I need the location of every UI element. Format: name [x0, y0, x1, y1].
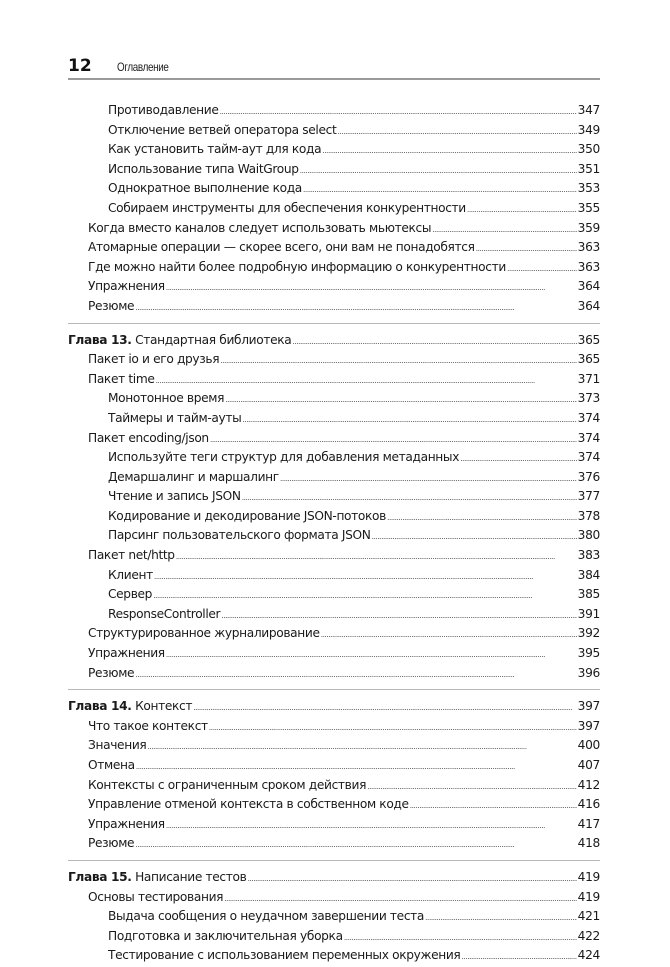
- dot-leader: [135, 835, 576, 855]
- dot-leader: [156, 371, 577, 391]
- entry-title: Что такое контекст: [88, 718, 208, 733]
- dot-leader: [154, 567, 577, 587]
- toc-entry[interactable]: [68, 448, 600, 468]
- dot-leader: [220, 351, 576, 371]
- entry-title: Противодавление: [108, 103, 219, 117]
- entry-title: Пакет io и его друзья: [88, 352, 220, 367]
- page-ref: 421: [577, 909, 600, 924]
- page-ref: 374: [577, 450, 600, 465]
- dot-leader: [387, 508, 577, 528]
- entry-title: Упражнения: [88, 816, 165, 831]
- dot-leader: [166, 816, 577, 836]
- dot-leader: [166, 645, 577, 665]
- dot-leader: [247, 869, 576, 889]
- page-ref: 416: [577, 797, 600, 812]
- dot-leader: [224, 889, 576, 909]
- page-ref: 407: [577, 758, 600, 772]
- toc-chapter-row[interactable]: [68, 868, 600, 888]
- entry-title: Управление отменой контекста в собственном коде: [88, 797, 409, 812]
- entry-title: Где можно найти более подробную информацию о конкурентности: [88, 259, 506, 274]
- dot-leader: [476, 239, 577, 259]
- chapter-divider: [68, 860, 600, 861]
- page-header: [68, 56, 600, 80]
- page-ref: 419: [577, 889, 600, 904]
- toc-entry[interactable]: [68, 566, 600, 586]
- dot-leader: [303, 180, 577, 200]
- toc-entry[interactable]: [68, 756, 600, 776]
- entry-title: Чтение и запись JSON: [108, 489, 241, 504]
- page-ref: 374: [577, 430, 600, 445]
- entry-title: Когда вместо каналов следует использовать мьютексы: [88, 220, 432, 235]
- dot-leader: [209, 718, 577, 738]
- page-ref: 364: [577, 279, 600, 294]
- entry-title: Клиент: [108, 567, 153, 582]
- page-ref: 418: [577, 836, 600, 851]
- dot-leader: [460, 449, 577, 469]
- dot-leader: [507, 259, 577, 279]
- toc-chapter-row[interactable]: [68, 697, 600, 717]
- toc-entry[interactable]: [68, 888, 600, 908]
- dot-leader: [242, 410, 576, 430]
- chapter-title: [68, 868, 246, 888]
- entry-title: Монотонное время: [108, 391, 225, 406]
- dot-leader: [242, 488, 577, 508]
- table-of-contents: [68, 101, 600, 966]
- dot-leader: [147, 737, 576, 757]
- entry-title: Контексты с ограниченным сроком действия: [88, 777, 367, 792]
- dot-leader: [135, 298, 576, 318]
- page-ref: 383: [577, 548, 600, 563]
- dot-leader: [193, 698, 577, 718]
- page-ref: 378: [577, 508, 600, 523]
- chapter-divider: [68, 689, 600, 690]
- page-ref: 363: [577, 259, 600, 274]
- page-ref: 365: [577, 332, 600, 347]
- entry-title: Таймеры и тайм-ауты: [108, 410, 242, 425]
- toc-entry[interactable]: [68, 487, 600, 507]
- toc-entry[interactable]: [68, 179, 600, 199]
- page-ref: 376: [577, 469, 600, 484]
- page-ref: 397: [577, 699, 600, 714]
- running-title: Оглавление: [117, 60, 169, 74]
- chapter-title: [68, 697, 192, 717]
- page-ref: 400: [577, 738, 600, 753]
- dot-leader: [136, 757, 577, 777]
- dot-leader: [176, 547, 577, 567]
- toc-entry[interactable]: [68, 507, 600, 527]
- dot-leader: [300, 161, 577, 181]
- entry-title: Упражнения: [88, 646, 165, 661]
- entry-title: Отключение ветвей оператора select: [108, 122, 337, 137]
- page-ref: 422: [577, 928, 600, 943]
- toc-entry[interactable]: [68, 277, 600, 297]
- toc-entry[interactable]: [68, 526, 600, 546]
- page-ref: 392: [577, 626, 600, 641]
- toc-entry[interactable]: [68, 927, 600, 947]
- page-ref: 374: [577, 410, 600, 425]
- entry-title: Собираем инструменты для обеспечения конкурентности: [108, 200, 466, 215]
- dot-leader: [344, 928, 577, 948]
- page-ref: 396: [577, 665, 600, 680]
- page-ref: 391: [577, 606, 600, 621]
- dot-leader: [221, 606, 576, 626]
- page-ref: 417: [577, 816, 600, 831]
- page-ref: 363: [577, 240, 600, 255]
- entry-title: Кодирование и декодирование JSON-потоков: [108, 508, 386, 523]
- entry-title: Пакет net/http: [88, 548, 175, 563]
- dot-leader: [225, 390, 577, 410]
- entry-title: Подготовка и заключительная уборка: [108, 928, 343, 943]
- entry-title: Использование типа WaitGroup: [108, 161, 299, 176]
- chapter-title: [68, 331, 291, 351]
- entry-title: Сервер: [108, 587, 153, 602]
- entry-title: Как установить тайм-аут для кода: [108, 142, 322, 157]
- toc-entry[interactable]: [68, 907, 600, 927]
- toc-entry[interactable]: [68, 238, 600, 258]
- entry-title: Атомарные операции — скорее всего, они вам не понадобятся: [88, 240, 475, 255]
- entry-title: Упражнения: [88, 279, 165, 294]
- toc-entry[interactable]: [68, 101, 600, 121]
- dot-leader: [220, 102, 577, 122]
- dot-leader: [280, 469, 577, 489]
- toc-entry[interactable]: [68, 409, 600, 429]
- toc-entry[interactable]: [68, 664, 600, 684]
- toc-entry[interactable]: [68, 815, 600, 835]
- page-ref: 371: [577, 371, 600, 386]
- dot-leader: [372, 527, 577, 547]
- dot-leader: [166, 278, 577, 298]
- chapter-number: Глава 15.: [68, 869, 132, 884]
- entry-title: Используйте теги структур для добавления метаданных: [108, 450, 460, 465]
- toc-entry[interactable]: [68, 795, 600, 815]
- toc-entry[interactable]: [68, 834, 600, 854]
- dot-leader: [367, 777, 577, 797]
- toc-entry[interactable]: [68, 776, 600, 796]
- dot-leader: [210, 430, 577, 450]
- toc-entry[interactable]: [68, 468, 600, 488]
- entry-title: Отмена: [88, 758, 135, 772]
- page-ref: 385: [577, 587, 600, 602]
- toc-entry[interactable]: [68, 350, 600, 370]
- chapter-name: Контекст: [135, 699, 193, 714]
- page-ref: 349: [577, 122, 600, 137]
- dot-leader: [432, 220, 576, 240]
- page-ref: 377: [577, 489, 600, 504]
- toc-entry[interactable]: [68, 546, 600, 566]
- entry-title: Значения: [88, 738, 147, 753]
- toc-entry[interactable]: [68, 297, 600, 317]
- toc-entry[interactable]: [68, 946, 600, 966]
- entry-title: Парсинг пользовательского формата JSON: [108, 528, 371, 543]
- toc-entry[interactable]: [68, 389, 600, 409]
- dot-leader: [337, 122, 576, 142]
- toc-entry[interactable]: [68, 644, 600, 664]
- page-ref: 412: [577, 777, 600, 792]
- entry-title: Резюме: [88, 665, 135, 680]
- entry-title: Демаршалинг и маршалинг: [108, 469, 279, 484]
- toc-entry[interactable]: [68, 605, 600, 625]
- entry-title: Пакет encoding/json: [88, 430, 209, 445]
- toc-entry[interactable]: [68, 258, 600, 278]
- page-ref: 351: [577, 161, 600, 176]
- chapter-divider: [68, 323, 600, 324]
- chapter-number: Глава 13.: [68, 332, 132, 347]
- dot-leader: [410, 796, 577, 816]
- entry-title: Структурированное журналирование: [88, 626, 320, 641]
- toc-entry[interactable]: [68, 429, 600, 449]
- dot-leader: [153, 586, 577, 606]
- entry-title: Выдача сообщения о неудачном завершении теста: [108, 909, 425, 924]
- page-ref: 365: [577, 352, 600, 367]
- dot-leader: [321, 625, 577, 645]
- toc-entry[interactable]: [68, 624, 600, 644]
- toc-entry[interactable]: [68, 585, 600, 605]
- toc-entry[interactable]: [68, 370, 600, 390]
- chapter-name: Написание тестов: [135, 869, 247, 884]
- entry-title: Пакет time: [88, 371, 155, 386]
- toc-entry[interactable]: [68, 140, 600, 160]
- toc-entry[interactable]: [68, 219, 600, 239]
- page-ref: 397: [577, 718, 600, 733]
- page-ref: 424: [577, 948, 600, 963]
- page-ref: 353: [577, 181, 600, 196]
- chapter-name: Стандартная библиотека: [135, 332, 292, 347]
- entry-title: Основы тестирования: [88, 889, 224, 904]
- page-ref: 359: [577, 220, 600, 235]
- dot-leader: [461, 947, 576, 967]
- dot-leader: [322, 141, 576, 161]
- page-ref: 347: [577, 103, 600, 117]
- page-ref: 380: [577, 528, 600, 543]
- page-ref: 395: [577, 646, 600, 661]
- toc-chapter-row[interactable]: [68, 331, 600, 351]
- toc-entry[interactable]: [68, 160, 600, 180]
- page-ref: 350: [577, 142, 600, 157]
- dot-leader: [292, 332, 576, 352]
- toc-entry[interactable]: [68, 199, 600, 219]
- page-ref: 355: [577, 200, 600, 215]
- entry-title: Однократное выполнение кода: [108, 181, 302, 196]
- page-ref: 364: [577, 298, 600, 313]
- toc-entry[interactable]: [68, 121, 600, 141]
- page-ref: 384: [577, 567, 600, 582]
- entry-title: Тестирование с использованием переменных окружения: [108, 948, 461, 963]
- page-ref: 373: [577, 391, 600, 406]
- toc-entry[interactable]: [68, 736, 600, 756]
- dot-leader: [467, 200, 577, 220]
- entry-title: Резюме: [88, 836, 135, 851]
- entry-title: ResponseController: [108, 606, 221, 621]
- page-number: 12: [68, 56, 92, 76]
- dot-leader: [135, 665, 576, 685]
- page-ref: 419: [577, 869, 600, 884]
- chapter-number: Глава 14.: [68, 699, 132, 714]
- toc-entry[interactable]: [68, 717, 600, 737]
- dot-leader: [425, 908, 577, 928]
- entry-title: Резюме: [88, 298, 135, 313]
